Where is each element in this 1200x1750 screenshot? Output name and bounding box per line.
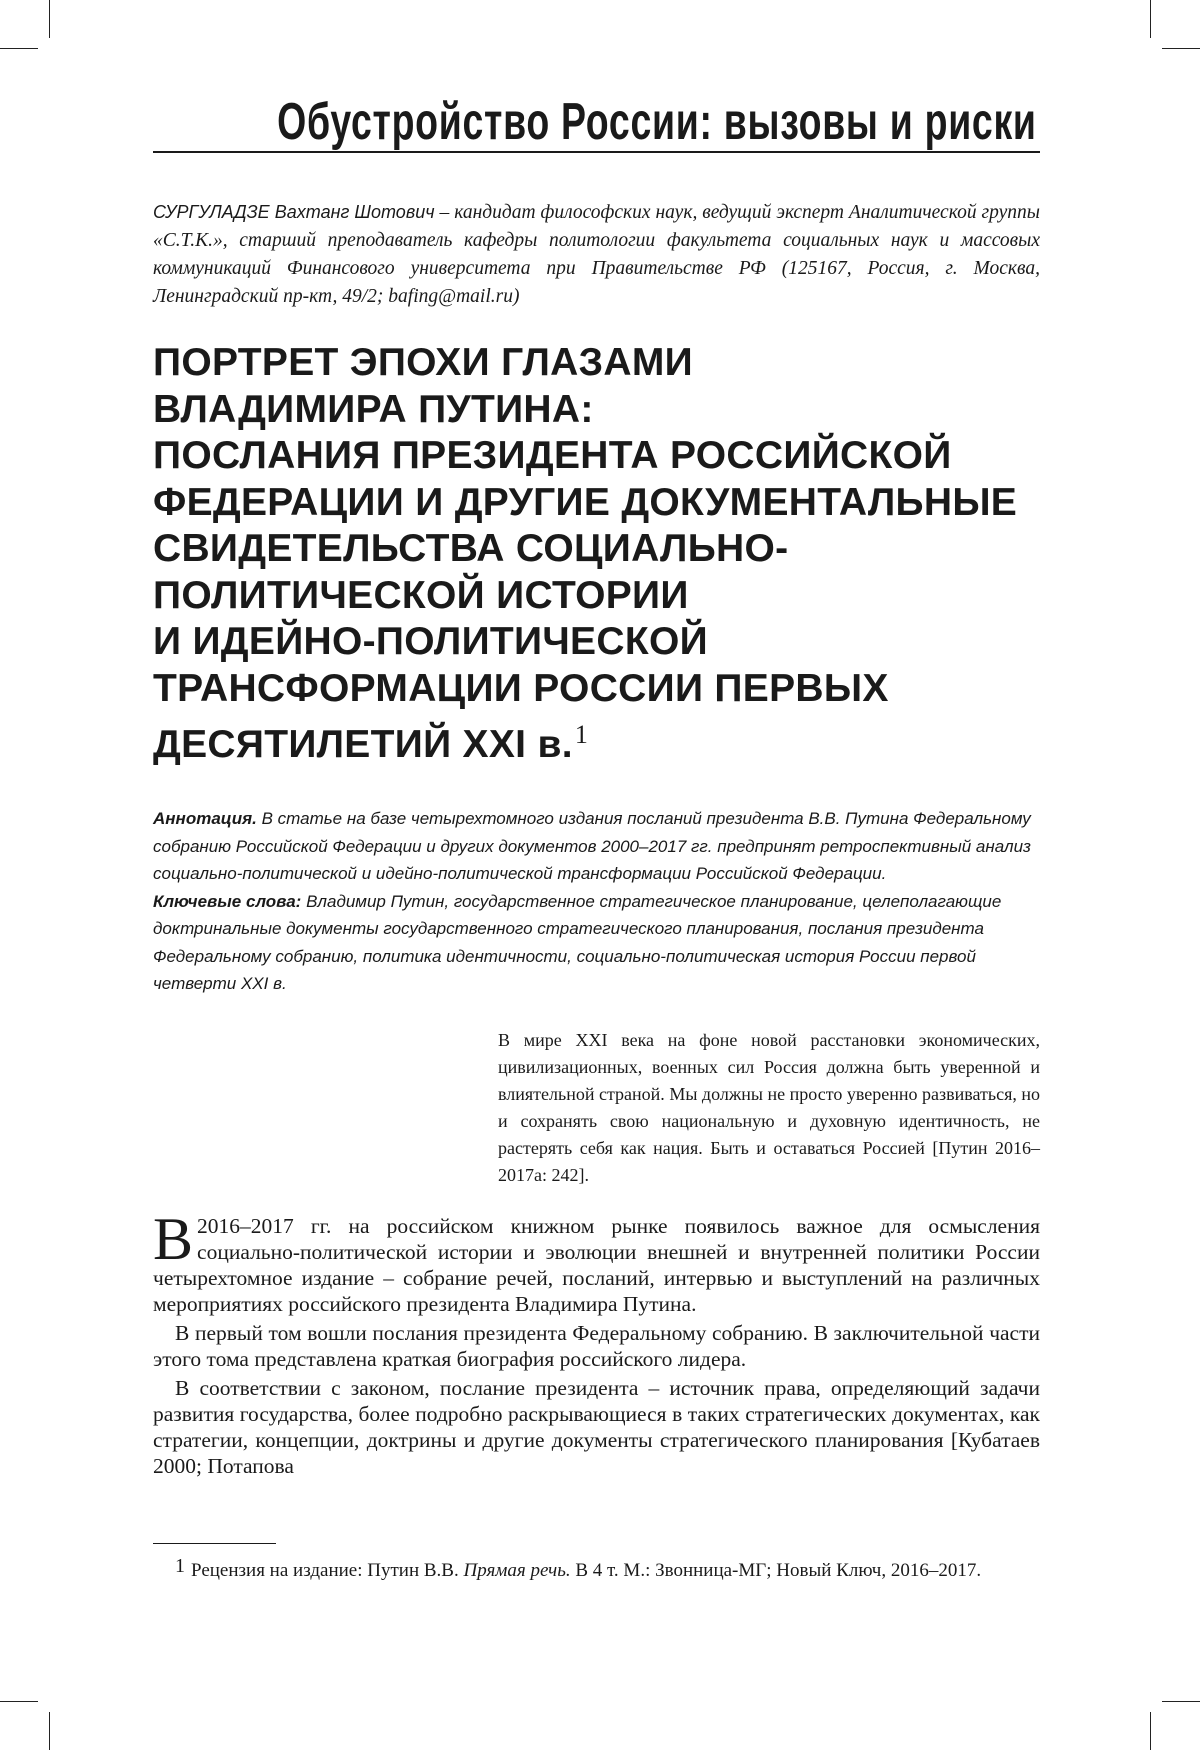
footnote-text: Рецензия на издание: Путин В.В.: [191, 1560, 463, 1581]
title-line: ДЕСЯТИЛЕТИЙ XXI в.: [153, 723, 573, 766]
title-line: ПОРТРЕТ ЭПОХИ ГЛАЗАМИ: [153, 340, 1053, 387]
keywords-text: Владимир Путин, государственное стратегическое планирование, целеполагающие доктринальные документы государственного стратегического планирования, послания президента Федеральному собранию, политика идентичности, социально-политическая история России первой четверти XXI в.: [153, 892, 1001, 994]
title-line: ПОСЛАНИЯ ПРЕЗИДЕНТА РОССИЙСКОЙ: [153, 433, 1053, 480]
crop-mark: [0, 1701, 38, 1702]
paragraph-text: 2016–2017 гг. на российском книжном рынке появилось важное для осмысления социально-политической истории и эволюции внешней и внутренней политики России четырехтомное издание – собрание речей, посланий, интервью и выступлений на различных мероприятиях российского президента Владимира Путина.: [153, 1214, 1040, 1316]
author-name: СУРГУЛАДЗЕ Вахтанг Шотович: [153, 202, 435, 222]
body-paragraph: В соответствии с законом, послание президента – источник права, определяющий задачи развития государства, более подробно раскрывающиеся в таких стратегических документах, как стратегии, концепции, доктрины и другие документы стратегического планирования [Кубатаев 2000; Потапова: [153, 1375, 1040, 1479]
title-line: СВИДЕТЕЛЬСТВА СОЦИАЛЬНО-: [153, 526, 1053, 573]
article-title: [153, 340, 1053, 769]
crop-mark: [1162, 48, 1200, 49]
footnote-book-title: Прямая речь.: [463, 1560, 570, 1581]
title-line: ФЕДЕРАЦИИ И ДРУГИЕ ДОКУМЕНТАЛЬНЫЕ: [153, 480, 1053, 527]
abstract-label: Аннотация.: [153, 809, 257, 828]
keywords-paragraph: [153, 888, 1040, 998]
author-details: – кандидат философских наук, ведущий эксперт Аналитической группы «С.Т.К.», старший преподаватель кафедры политологии факультета социальных наук и массовых коммуникаций Финансового университета при Правительстве РФ (125167, Россия, г. Москва, Ленинградский пр-кт, 49/2; bafing@mail.ru): [153, 202, 1040, 307]
body-paragraph: В первый том вошли послания президента Федеральному собранию. В заключительной части этого тома представлена краткая биография российского лидера.: [153, 1320, 1040, 1372]
body-paragraph: [153, 1213, 1040, 1317]
footnote-number: 1: [175, 1555, 185, 1577]
title-line: ТРАНСФОРМАЦИИ РОССИИ ПЕРВЫХ: [153, 666, 1053, 713]
crop-mark: [0, 48, 38, 49]
title-line: ВЛАДИМИРА ПУТИНА:: [153, 387, 1053, 434]
abstract: [153, 805, 1040, 998]
title-line: ПОЛИТИЧЕСКОЙ ИСТОРИИ: [153, 573, 1053, 620]
author-info: [153, 198, 1040, 311]
footnote-rule: [153, 1543, 276, 1544]
crop-mark: [49, 0, 50, 38]
keywords-label: Ключевые слова:: [153, 892, 301, 911]
abstract-paragraph: [153, 805, 1040, 888]
footnote-text: В 4 т. М.: Звонница-МГ; Новый Ключ, 2016–2017.: [571, 1560, 981, 1581]
drop-cap: В: [153, 1215, 193, 1263]
crop-mark: [49, 1712, 50, 1750]
title-last-line: [153, 712, 1053, 769]
section-title: Обустройство России: вызовы и риски: [277, 92, 916, 152]
title-line: И ИДЕЙНО-ПОЛИТИЧЕСКОЙ: [153, 619, 1053, 666]
footnote: [153, 1553, 1040, 1584]
article-body: [153, 1213, 1040, 1482]
abstract-text: В статье на базе четырехтомного издания посланий президента В.В. Путина Федеральному собранию Российской Федерации и других документов 2000–2017 гг. предпринят ретроспективный анализ социально-политической и идейно-политической трансформации Российской Федерации.: [153, 809, 1031, 883]
footnote-reference[interactable]: 1: [575, 720, 588, 749]
crop-mark: [1150, 0, 1151, 38]
header-rule: [153, 151, 1040, 153]
crop-mark: [1150, 1712, 1151, 1750]
epigraph: В мире XXI века на фоне новой расстановки экономических, цивилизационных, военных сил Россия должна быть уверенной и влиятельной страной. Мы должны не просто уверенно развиваться, но и сохранять свою национальную и духовную идентичность, не растерять себя как нация. Быть и оставаться Россией [Путин 2016–2017а: 242].: [498, 1027, 1040, 1189]
crop-mark: [1162, 1701, 1200, 1702]
